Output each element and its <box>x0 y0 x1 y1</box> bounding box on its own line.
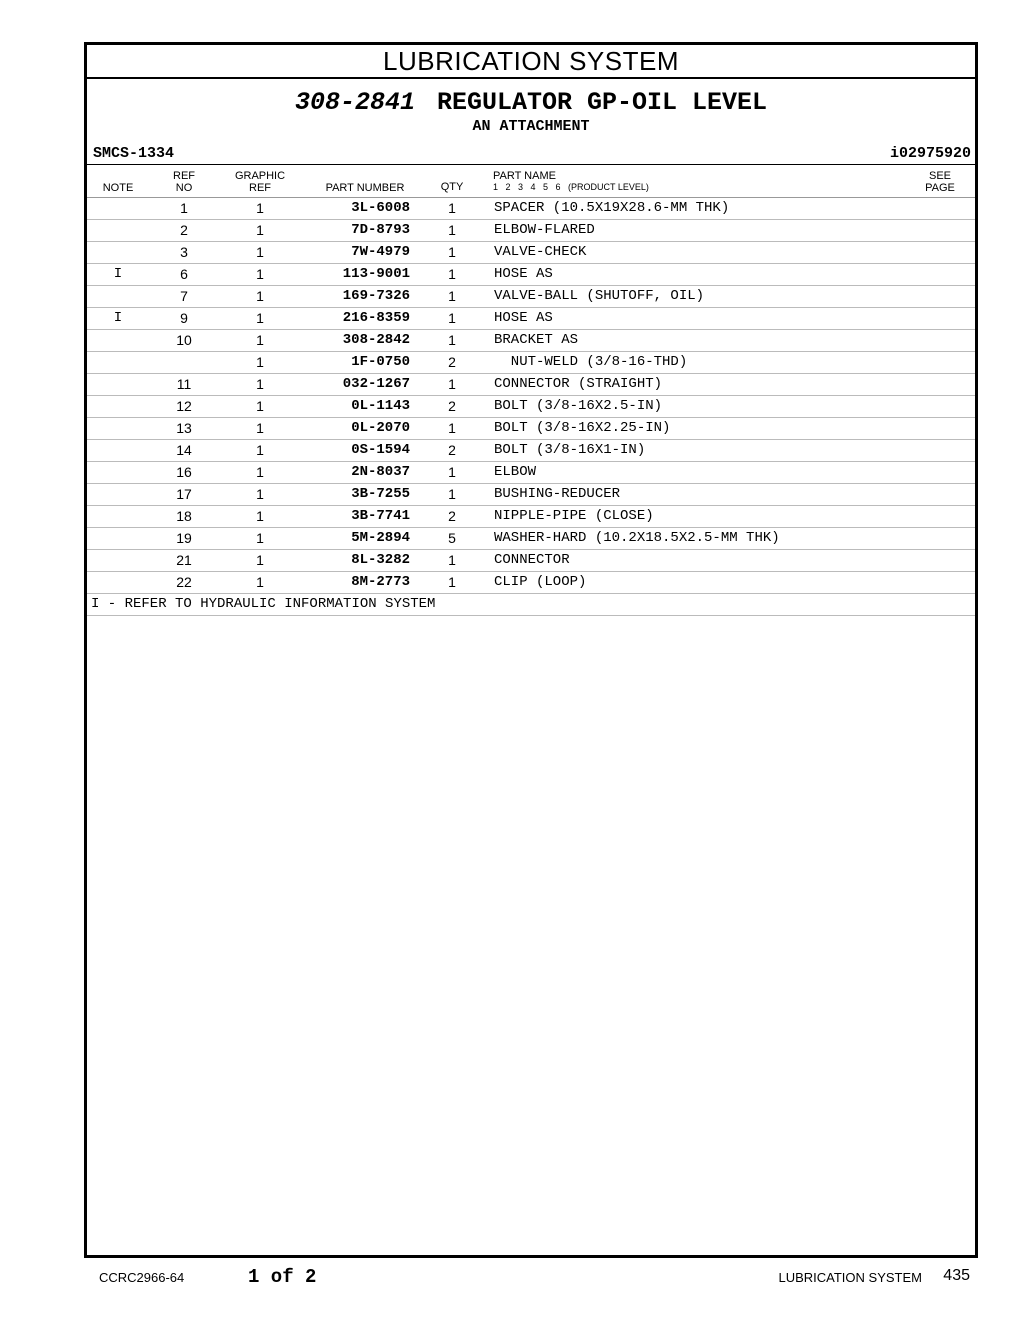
col-graphic-ref-1: GRAPHIC <box>234 170 286 182</box>
smcs-row <box>87 144 975 164</box>
row-part-number: 3B-7255 <box>351 486 410 502</box>
row-qty: 1 <box>448 266 456 282</box>
row-graphic-ref: 1 <box>256 574 264 590</box>
row-part-number: 0L-2070 <box>351 420 410 436</box>
row-ref-no: 9 <box>180 310 188 326</box>
row-part-number: 7D-8793 <box>351 222 410 238</box>
row-qty: 5 <box>448 530 456 546</box>
row-part-name: HOSE AS <box>494 266 553 282</box>
row-part-number: 032-1267 <box>342 376 410 392</box>
table-row <box>87 418 975 440</box>
col-qty: QTY <box>440 181 464 193</box>
col-ref-no-2: NO <box>175 182 193 194</box>
row-graphic-ref: 1 <box>256 552 264 568</box>
illustration-id: i02975920 <box>889 145 971 162</box>
row-part-name: BRACKET AS <box>494 332 579 348</box>
row-part-name: CONNECTOR <box>494 552 570 568</box>
row-part-number: 2N-8037 <box>351 464 410 480</box>
row-qty: 1 <box>448 244 456 260</box>
row-part-name: NUT-WELD (3/8-16-THD) <box>494 354 688 370</box>
row-qty: 1 <box>448 288 456 304</box>
row-graphic-ref: 1 <box>256 310 264 326</box>
footer-page-of: 1 of 2 <box>248 1266 317 1288</box>
table-row <box>87 330 975 352</box>
row-qty: 1 <box>448 464 456 480</box>
row-part-name: CLIP (LOOP) <box>494 574 587 590</box>
row-graphic-ref: 1 <box>256 288 264 304</box>
row-graphic-ref: 1 <box>256 244 264 260</box>
row-part-name: VALVE-BALL (SHUTOFF, OIL) <box>494 288 705 304</box>
col-see-page-1: SEE <box>928 170 951 182</box>
row-graphic-ref: 1 <box>256 332 264 348</box>
row-qty: 2 <box>448 354 456 370</box>
col-ref-no-1: REF <box>173 170 195 182</box>
row-ref-no: 11 <box>176 376 192 392</box>
row-ref-no: 10 <box>176 332 192 348</box>
row-part-number: 8L-3282 <box>351 552 410 568</box>
table-row <box>87 572 975 594</box>
row-part-name: WASHER-HARD (10.2X18.5X2.5-MM THK) <box>494 530 780 546</box>
table-row <box>87 506 975 528</box>
row-graphic-ref: 1 <box>256 530 264 546</box>
parts-table-body <box>87 198 975 594</box>
row-part-name: NIPPLE-PIPE (CLOSE) <box>494 508 654 524</box>
row-graphic-ref: 1 <box>256 200 264 216</box>
row-ref-no: 16 <box>176 464 192 480</box>
row-graphic-ref: 1 <box>256 508 264 524</box>
row-graphic-ref: 1 <box>256 398 264 414</box>
row-qty: 1 <box>448 376 456 392</box>
row-part-name: BOLT (3/8-16X2.25-IN) <box>494 420 671 436</box>
table-row <box>87 198 975 220</box>
row-part-number: 308-2842 <box>342 332 410 348</box>
footnote: I - REFER TO HYDRAULIC INFORMATION SYSTEM <box>87 594 975 616</box>
row-part-number: 3L-6008 <box>351 200 410 216</box>
row-part-number: 169-7326 <box>342 288 410 304</box>
parts-page-frame <box>84 42 978 1258</box>
row-ref-no: 12 <box>176 398 192 414</box>
table-row <box>87 242 975 264</box>
row-qty: 2 <box>448 508 456 524</box>
row-graphic-ref: 1 <box>256 420 264 436</box>
table-row <box>87 484 975 506</box>
table-row <box>87 396 975 418</box>
row-part-name: CONNECTOR (STRAIGHT) <box>494 376 663 392</box>
row-qty: 1 <box>448 420 456 436</box>
row-qty: 1 <box>448 332 456 348</box>
row-part-name: BOLT (3/8-16X2.5-IN) <box>494 398 663 414</box>
table-header <box>87 164 975 198</box>
smcs-code: SMCS-1334 <box>93 145 175 162</box>
group-title <box>87 89 975 117</box>
row-part-number: 5M-2894 <box>351 530 410 546</box>
row-part-number: 7W-4979 <box>351 244 410 260</box>
row-part-name: BOLT (3/8-16X1-IN) <box>494 442 646 458</box>
row-qty: 1 <box>448 310 456 326</box>
row-ref-no: 21 <box>176 552 192 568</box>
row-part-number: 8M-2773 <box>351 574 410 590</box>
row-ref-no: 19 <box>176 530 192 546</box>
footer-doc-id: CCRC2966-64 <box>99 1270 185 1285</box>
table-row <box>87 374 975 396</box>
row-qty: 1 <box>448 222 456 238</box>
row-graphic-ref: 1 <box>256 486 264 502</box>
row-ref-no: 2 <box>180 222 188 238</box>
table-row <box>87 440 975 462</box>
table-row <box>87 220 975 242</box>
page-footer <box>0 1266 1020 1290</box>
row-graphic-ref: 1 <box>256 222 264 238</box>
row-part-number: 0S-1594 <box>351 442 410 458</box>
table-row <box>87 264 975 286</box>
section-title: LUBRICATION SYSTEM <box>87 45 975 79</box>
row-ref-no: 6 <box>180 266 188 282</box>
row-ref-no: 7 <box>180 288 188 304</box>
row-qty: 1 <box>448 574 456 590</box>
footer-page-number: 435 <box>943 1267 970 1284</box>
row-qty: 1 <box>448 200 456 216</box>
row-ref-no: 17 <box>176 486 192 502</box>
row-qty: 2 <box>448 398 456 414</box>
row-qty: 1 <box>448 552 456 568</box>
row-ref-no: 22 <box>176 574 192 590</box>
row-part-name: HOSE AS <box>494 310 553 326</box>
row-part-name: ELBOW-FLARED <box>494 222 595 238</box>
group-part-number: 308-2841 <box>294 88 415 117</box>
row-note: I <box>113 266 123 282</box>
group-name: REGULATOR GP-OIL LEVEL <box>436 88 768 117</box>
row-part-number: 0L-1143 <box>351 398 410 414</box>
table-row <box>87 352 975 374</box>
footer-section: LUBRICATION SYSTEM <box>778 1270 922 1285</box>
col-part-number: PART NUMBER <box>325 182 405 194</box>
col-graphic-ref-2: REF <box>249 182 271 194</box>
table-row <box>87 550 975 572</box>
row-part-number: 1F-0750 <box>351 354 410 370</box>
row-part-name: BUSHING-REDUCER <box>494 486 621 502</box>
table-row <box>87 286 975 308</box>
row-part-number: 113-9001 <box>342 266 410 282</box>
row-graphic-ref: 1 <box>256 266 264 282</box>
row-part-name: ELBOW <box>494 464 537 480</box>
table-row <box>87 528 975 550</box>
col-note: NOTE <box>102 182 134 194</box>
row-qty: 2 <box>448 442 456 458</box>
row-part-name: SPACER (10.5X19X28.6-MM THK) <box>494 200 730 216</box>
col-part-name: PART NAME <box>493 170 556 182</box>
row-graphic-ref: 1 <box>256 442 264 458</box>
group-subtitle: AN ATTACHMENT <box>472 118 590 135</box>
row-part-number: 3B-7741 <box>351 508 410 524</box>
row-part-name: VALVE-CHECK <box>494 244 587 260</box>
row-ref-no: 14 <box>176 442 192 458</box>
row-note: I <box>113 310 123 326</box>
col-product-level: 1 2 3 4 5 6 (PRODUCT LEVEL) <box>493 182 649 192</box>
row-graphic-ref: 1 <box>256 464 264 480</box>
row-ref-no: 3 <box>180 244 188 260</box>
row-part-number: 216-8359 <box>342 310 410 326</box>
table-row <box>87 462 975 484</box>
row-qty: 1 <box>448 486 456 502</box>
row-ref-no: 13 <box>176 420 192 436</box>
row-ref-no: 18 <box>176 508 192 524</box>
row-ref-no: 1 <box>180 200 188 216</box>
row-graphic-ref: 1 <box>256 354 264 370</box>
table-row <box>87 308 975 330</box>
col-see-page-2: PAGE <box>925 182 955 194</box>
row-graphic-ref: 1 <box>256 376 264 392</box>
